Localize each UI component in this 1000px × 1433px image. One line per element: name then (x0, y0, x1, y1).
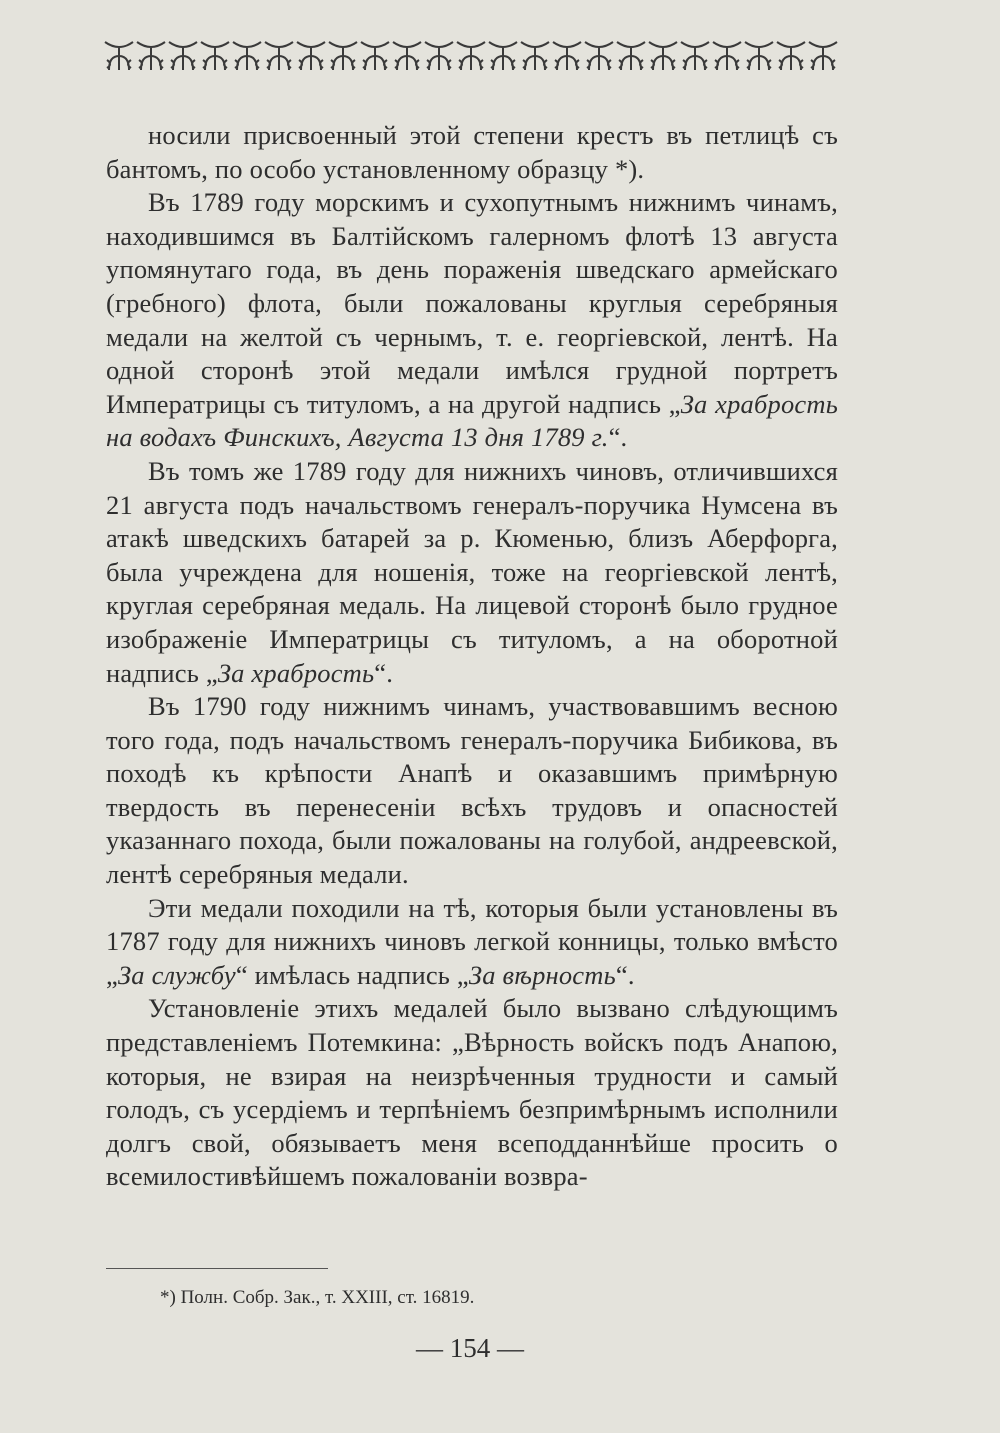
ornament-motif (777, 42, 805, 70)
ornament-motif (745, 42, 773, 70)
text-run: “. (615, 959, 635, 990)
text-run: “. (374, 657, 394, 688)
ornament-motif (425, 42, 453, 70)
footnote-rule (106, 1268, 328, 1269)
paragraph (106, 186, 838, 455)
ornament-motif (521, 42, 549, 70)
paragraph (106, 455, 838, 690)
ornament-motif (713, 42, 741, 70)
italic-inscription: За храбрость на водахъ Финскихъ, Августа 13 дня 1789 г. (106, 388, 838, 453)
ornament-motif (137, 42, 165, 70)
body-text (106, 119, 838, 1194)
ornament-motif (457, 42, 485, 70)
text-run: Эти медали походили на тѣ, которыя были установлены въ 1787 году для нижнихъ чиновъ легкой конницы, только вмѣсто „ (106, 892, 838, 990)
paragraph (106, 119, 838, 186)
ornamental-header-band (103, 38, 839, 74)
ornament-motif (585, 42, 613, 70)
footnote: *) Полн. Собр. Зак., т. XXIII, ст. 16819. (160, 1287, 475, 1308)
paragraph (106, 992, 838, 1194)
ornament-motif (105, 42, 133, 70)
text-run: Въ 1789 году морскимъ и сухопутнымъ нижнимъ чинамъ, находившимся въ Балтійскомъ галерномъ флотѣ 13 августа упомянутаго года, въ день пораженія шведскаго армейскаго (гребного) флота, были пожалованы круглыя серебряныя медали на желтой съ чернымъ, т. е. георгіевской, лентѣ. На одной сторонѣ этой медали имѣлся грудной портретъ Императрицы съ титуломъ, а на другой надпись „ (106, 187, 838, 419)
text-run: “. (608, 422, 628, 453)
paragraph (106, 892, 838, 993)
ornament-motif (361, 42, 389, 70)
ornament-motif (809, 42, 837, 70)
ornament-motif (393, 42, 421, 70)
paragraph (106, 690, 838, 892)
ornament-motif (233, 42, 261, 70)
ornament-motif (265, 42, 293, 70)
text-run: Установленіе этихъ медалей было вызвано слѣдующимъ представленіемъ Потемкина: „Вѣрность войскъ подъ Анапою, которыя, не взирая на неизрѣченныя трудности и самый голодъ, съ усердіемъ и терпѣніемъ безпримѣрнымъ исполнили долгъ свой, обязываетъ меня всеподданнѣйше просить о всемилостивѣйшемъ пожалованіи возвра- (106, 993, 838, 1192)
text-run: Въ 1790 году нижнимъ чинамъ, участвовавшимъ весною того года, подъ начальствомъ генералъ-поручика Бибикова, въ походѣ къ крѣпости Анапѣ и оказавшимъ примѣрную твердость въ перенесеніи всѣхъ трудовъ и опасностей указаннаго похода, были пожалованы на голубой, андреевской, лентѣ серебряныя медали. (106, 691, 838, 890)
page-number: — 154 — (416, 1333, 524, 1363)
italic-inscription: За храбрость (217, 657, 375, 688)
ornament-motif (201, 42, 229, 70)
ornament-motif (329, 42, 357, 70)
ornament-motif (649, 42, 677, 70)
ornament-motif (297, 42, 325, 70)
text-run: Въ томъ же 1789 году для нижнихъ чиновъ, отличившихся 21 августа подъ начальствомъ генералъ-поручика Нумсена въ атакѣ шведскихъ батарей за р. Кюменью, близъ Аберфорга, была учреждена для ношенія, тоже на георгіевской лентѣ, круглая серебряная медаль. На лицевой сторонѣ было грудное изображеніе Императрицы съ титуломъ, а на оборотной надпись „ (106, 455, 838, 688)
ornament-motif (169, 42, 197, 70)
text-run: “ имѣлась надпись „ (235, 959, 469, 990)
ornament-motif (553, 42, 581, 70)
italic-inscription: За службу (117, 959, 236, 990)
ornament-motif (681, 42, 709, 70)
text-run: носили присвоенный этой степени крестъ въ петлицѣ съ бантомъ, по особо установленному образцу *). (106, 120, 838, 184)
italic-inscription: За вѣрность (468, 959, 616, 990)
ornament-motif (489, 42, 517, 70)
ornament-motif (617, 42, 645, 70)
